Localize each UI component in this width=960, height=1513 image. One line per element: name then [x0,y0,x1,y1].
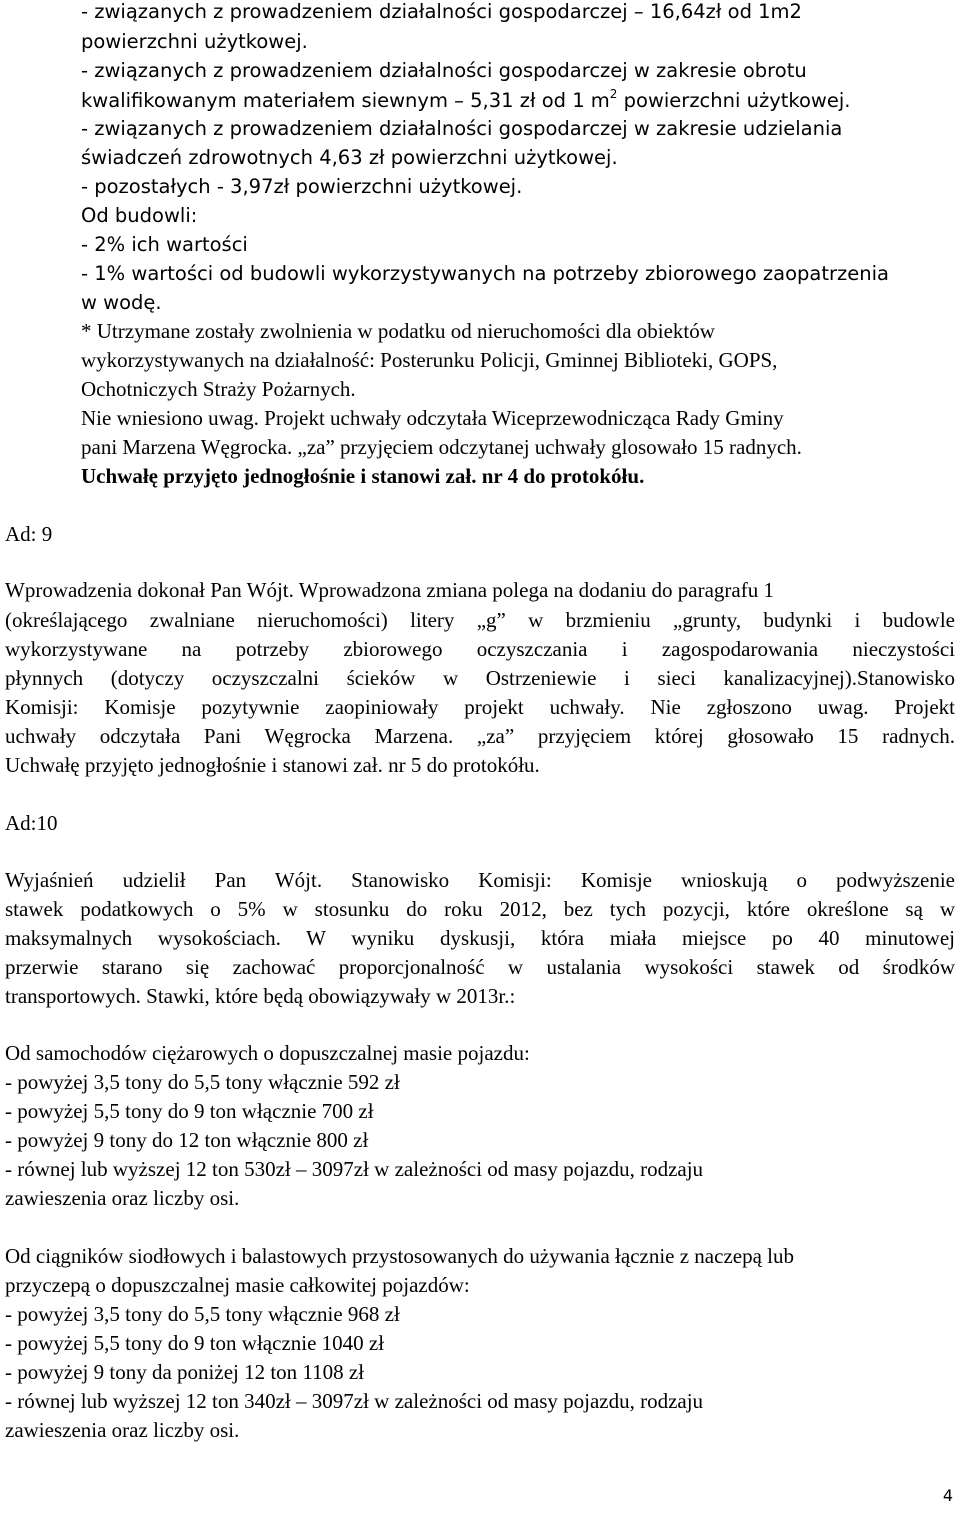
text-line: wykorzystywanych na działalność: Posterunku Policji, Gminnej Biblioteki, GOPS, [81,348,778,372]
text-line: - 2% ich wartości [81,233,248,256]
text-line: w wodę. [81,291,162,314]
text-line: przerwie starano się zachować proporcjonalność w ustalania wysokości stawek od środków [5,955,955,979]
text-line: Komisji: Komisje pozytywnie zaopiniowały projekt uchwały. Nie zgłoszono uwag. Projekt [5,695,955,719]
text-fragment: Nie wniesiono uwag. [81,406,259,430]
text-fragment: powierzchni użytkowej. [617,89,851,112]
text-line: Uchwałę przyjęto jednogłośnie i stanowi zał. nr 5 do protokółu. [5,753,540,777]
text-line: * Utrzymane zostały zwolnienia w podatku od nieruchomości dla obiektów [81,319,715,343]
list-item: zawieszenia oraz liczby osi. [5,1186,240,1210]
list-item: - powyżej 9 tony do 12 ton włącznie 800 zł [5,1128,369,1152]
resolution-adopted-line: Uchwałę przyjęto jednogłośnie i stanowi zał. nr 4 do protokółu. [81,464,645,488]
text-line [81,87,851,112]
list-item: zawieszenia oraz liczby osi. [5,1418,240,1442]
page-number: 4 [942,1486,953,1505]
superscript: 2 [609,87,618,101]
list-item: - powyżej 3,5 tony do 5,5 tony włącznie 592 zł [5,1070,400,1094]
text-fragment: pani Marzena Węgrocka. [81,435,293,459]
text-line: - związanych z prowadzeniem działalności gospodarczej w zakresie udzielania [81,117,843,140]
text-line: Wyjaśnień udzielił Pan Wójt. Stanowisko Komisji: Komisje wnioskują o podwyższenie [5,868,955,892]
list-item: - powyżej 5,5 tony do 9 ton włącznie 1040 zł [5,1331,385,1355]
text-line: płynnych (dotyczy oczyszczalni ścieków w Ostrzeniewie i sieci kanalizacyjnej).Stanowisko [5,666,955,690]
text-line: powierzchni użytkowej. [81,30,308,53]
text-line: Wprowadzenia dokonał Pan Wójt. Wprowadzona zmiana polega na dodaniu do paragrafu 1 [5,578,774,602]
text-line: - 1% wartości od budowli wykorzystywanych na potrzeby zbiorowego zaopatrzenia [81,262,889,285]
list-item: - równej lub wyższej 12 ton 340zł – 3097zł w zależności od masy pojazdu, rodzaju [5,1389,704,1413]
list-item: - równej lub wyższej 12 ton 530zł – 3097zł w zależności od masy pojazdu, rodzaju [5,1157,704,1181]
text-line [81,408,784,429]
list-item: - powyżej 9 tony da poniżej 12 ton 1108 zł [5,1360,365,1384]
text-line: Ochotniczych Straży Pożarnych. [81,377,356,401]
text-line [81,437,802,458]
section-heading: Ad:10 [5,811,58,835]
text-line: - związanych z prowadzeniem działalności gospodarczej w zakresie obrotu [81,59,807,82]
text-line: (określającego zwalniane nieruchomości) litery „g” w brzmieniu „grunty, budynki i budowle [5,608,955,632]
tractors-intro: przyczepą o dopuszczalnej masie całkowitej pojazdów: [5,1273,470,1297]
text-fragment: kwalifikowanym materiałem siewnym – 5,31 zł od 1 m [81,89,610,112]
text-fragment: „za” przyjęciem odczytanej uchwały glosowało 15 radnych. [292,435,802,459]
trucks-intro: Od samochodów ciężarowych o dopuszczalnej masie pojazdu: [5,1041,530,1065]
text-line: - pozostałych - 3,97zł powierzchni użytkowej. [81,175,523,198]
text-line: stawek podatkowych o 5% w stosunku do roku 2012, bez tych pozycji, które określone są w [5,897,955,921]
section-heading: Ad: 9 [5,522,53,546]
text-fragment: Projekt uchwały odczytała Wiceprzewodnicząca Rady Gminy [258,406,784,430]
text-line: - związanych z prowadzeniem działalności gospodarczej – 16,64zł od 1m2 [81,0,802,23]
text-line: maksymalnych wysokościach. W wyniku dyskusji, która miała miejsce po 40 minutowej [5,926,955,950]
tractors-intro: Od ciągników siodłowych i balastowych przystosowanych do używania łącznie z naczepą lub [5,1244,794,1268]
list-item: - powyżej 3,5 tony do 5,5 tony włącznie 968 zł [5,1302,400,1326]
text-line: wykorzystywane na potrzeby zbiorowego oczyszczania i zagospodarowania nieczystości [5,637,955,661]
text-line: uchwały odczytała Pani Węgrocka Marzena. „za” przyjęciem której głosowało 15 radnych. [5,724,955,748]
text-line: świadczeń zdrowotnych 4,63 zł powierzchni użytkowej. [81,146,618,169]
list-item: - powyżej 5,5 tony do 9 ton włącznie 700 zł [5,1099,374,1123]
text-line: transportowych. Stawki, które będą obowiązywały w 2013r.: [5,984,516,1008]
text-line: Od budowli: [81,204,198,227]
